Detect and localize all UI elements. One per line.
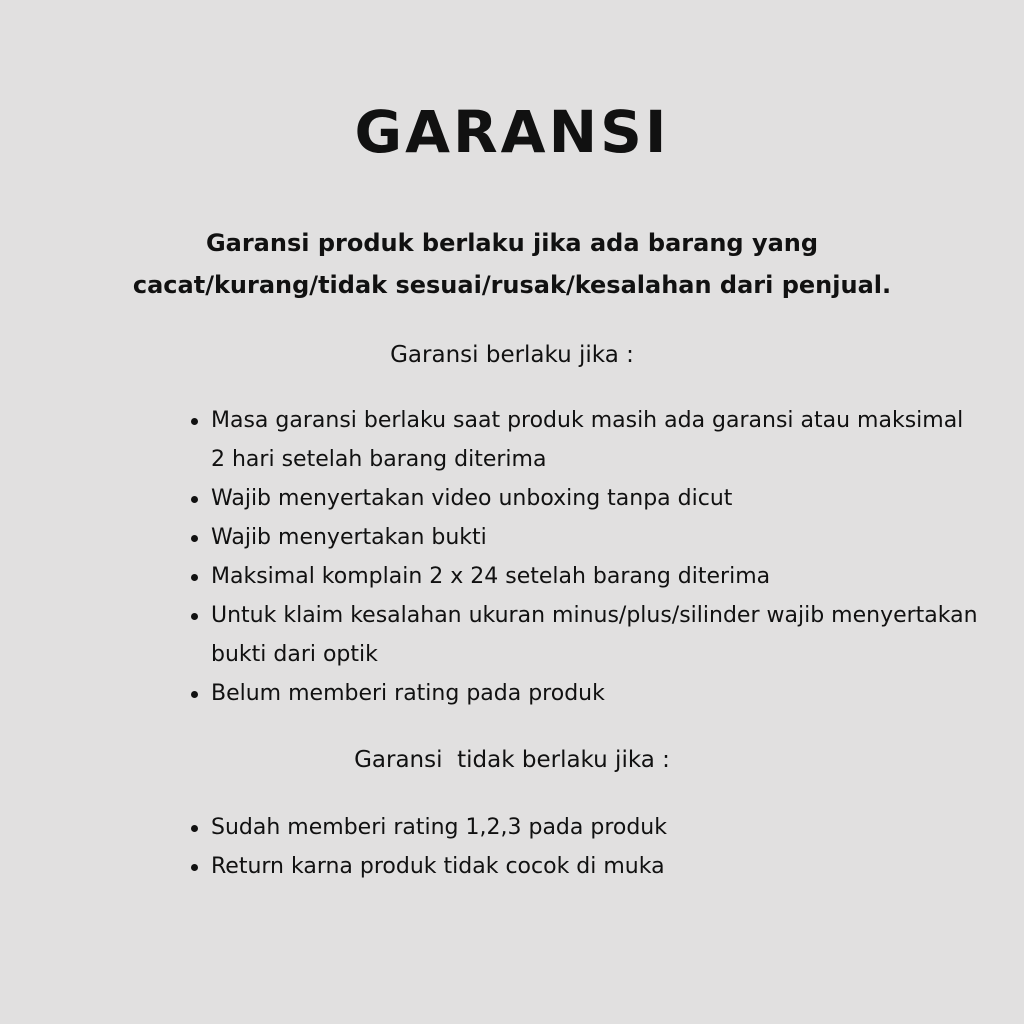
bullet-icon	[191, 418, 198, 425]
list-item	[188, 557, 978, 596]
list-item-text: Wajib menyertakan video unboxing tanpa dicut	[211, 486, 733, 511]
valid-section-heading: Garansi berlaku jika :	[390, 342, 634, 368]
invalid-section-heading: Garansi tidak berlaku jika :	[354, 747, 670, 773]
list-item	[188, 518, 978, 557]
intro-line-2: cacat/kurang/tidak sesuai/rusak/kesalahan dari penjual.	[132, 271, 892, 299]
list-item	[188, 479, 978, 518]
list-item-text: Maksimal komplain 2 x 24 setelah barang diterima	[211, 564, 771, 589]
list-item-text: Masa garansi berlaku saat produk masih ada garansi atau maksimal 2 hari setelah barang diterima	[211, 408, 964, 472]
bullet-icon	[191, 535, 198, 542]
bullet-icon	[191, 864, 198, 871]
list-item	[188, 401, 978, 479]
list-item	[188, 674, 978, 713]
bullet-icon	[191, 691, 198, 698]
page-title: GARANSI	[354, 98, 670, 166]
list-item	[188, 847, 978, 886]
bullet-icon	[191, 574, 198, 581]
valid-conditions-list	[188, 401, 978, 713]
bullet-icon	[191, 613, 198, 620]
bullet-icon	[191, 496, 198, 503]
list-item-text: Untuk klaim kesalahan ukuran minus/plus/silinder wajib menyertakan bukti dari optik	[211, 603, 978, 667]
list-item	[188, 596, 978, 674]
list-item-text: Return karna produk tidak cocok di muka	[211, 854, 665, 879]
list-item-text: Belum memberi rating pada produk	[211, 681, 605, 706]
intro-line-1: Garansi produk berlaku jika ada barang yang	[205, 229, 819, 257]
list-item-text: Sudah memberi rating 1,2,3 pada produk	[211, 815, 667, 840]
invalid-conditions-list	[188, 808, 978, 886]
list-item-text: Wajib menyertakan bukti	[211, 525, 487, 550]
bullet-icon	[191, 825, 198, 832]
intro-text	[40, 222, 984, 306]
list-item	[188, 808, 978, 847]
